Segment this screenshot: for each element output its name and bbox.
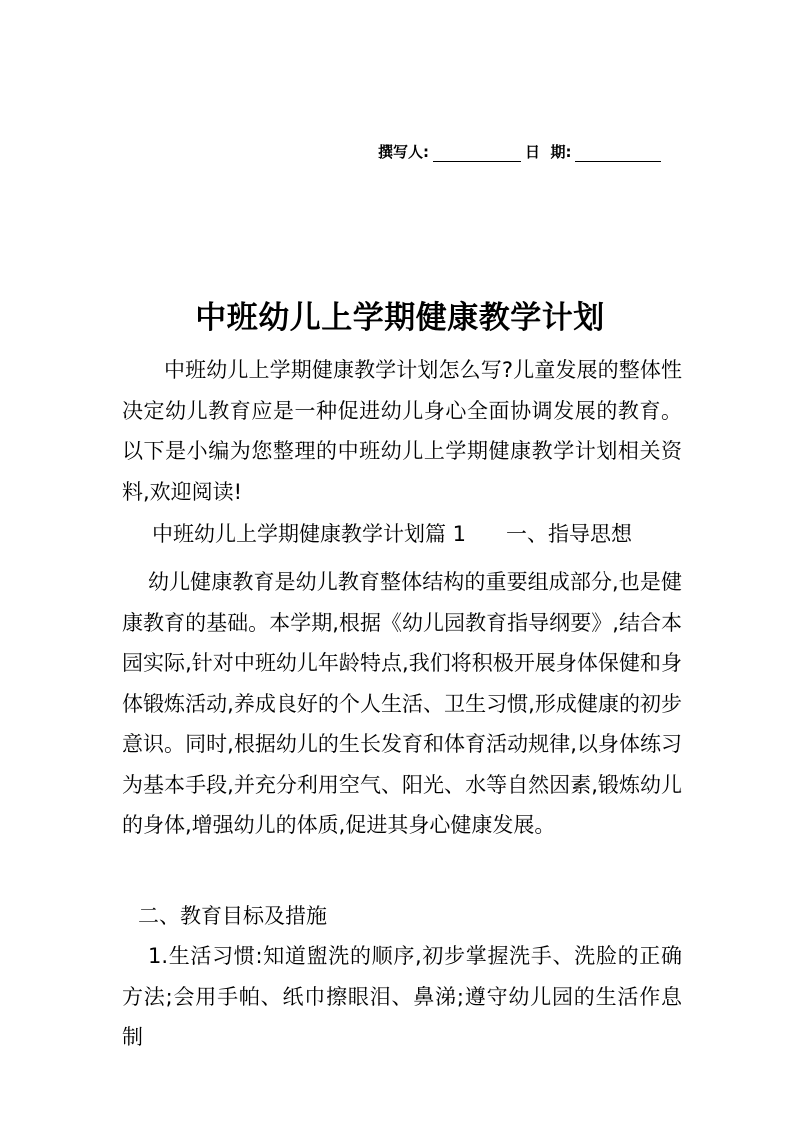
date-blank bbox=[575, 147, 661, 162]
intro-paragraph: 中班幼儿上学期健康教学计划怎么写?儿童发展的整体性决定幼儿教育应是一种促进幼儿身心全面协调发展的教育。以下是小编为您整理的中班幼儿上学期健康教学计划相关资料,欢迎阅读! bbox=[122, 358, 682, 504]
guiding-thought-paragraph: 幼儿健康教育是幼儿教育整体结构的重要组成部分,也是健康教育的基础。本学期,根据《幼儿园教育指导纲要》,结合本园实际,针对中班幼儿年龄特点,我们将积极开展身体保健和身体锻炼活动,养成良好的个人生活、卫生习惯,形成健康的初步意识。同时,根据幼儿的生长发育和体育活动规律,以身体练习为基本手段,并充分利用空气、阳光、水等自然因素,锻炼幼儿的身体,增强幼儿的体质,促进其身心健康发展。 bbox=[122, 570, 682, 837]
section-heading-left: 中班幼儿上学期健康教学计划篇 1 bbox=[152, 522, 467, 546]
author-date-line bbox=[378, 138, 688, 162]
item-1-paragraph: 1.生活习惯:知道盥洗的顺序,初步掌握洗手、洗脸的正确方法;会用手帕、纸巾擦眼泪、鼻涕;遵守幼儿园的生活作息制 bbox=[122, 944, 682, 1049]
section-heading bbox=[122, 514, 682, 555]
author-label: 撰写人: bbox=[378, 143, 429, 161]
author-blank bbox=[433, 147, 521, 162]
section-heading-right: 一、指导思想 bbox=[506, 522, 633, 546]
date-label: 日 期: bbox=[525, 143, 572, 161]
goals-heading: 二、教育目标及措施 bbox=[138, 904, 327, 928]
document-title: 中班幼儿上学期健康教学计划 bbox=[195, 300, 605, 336]
